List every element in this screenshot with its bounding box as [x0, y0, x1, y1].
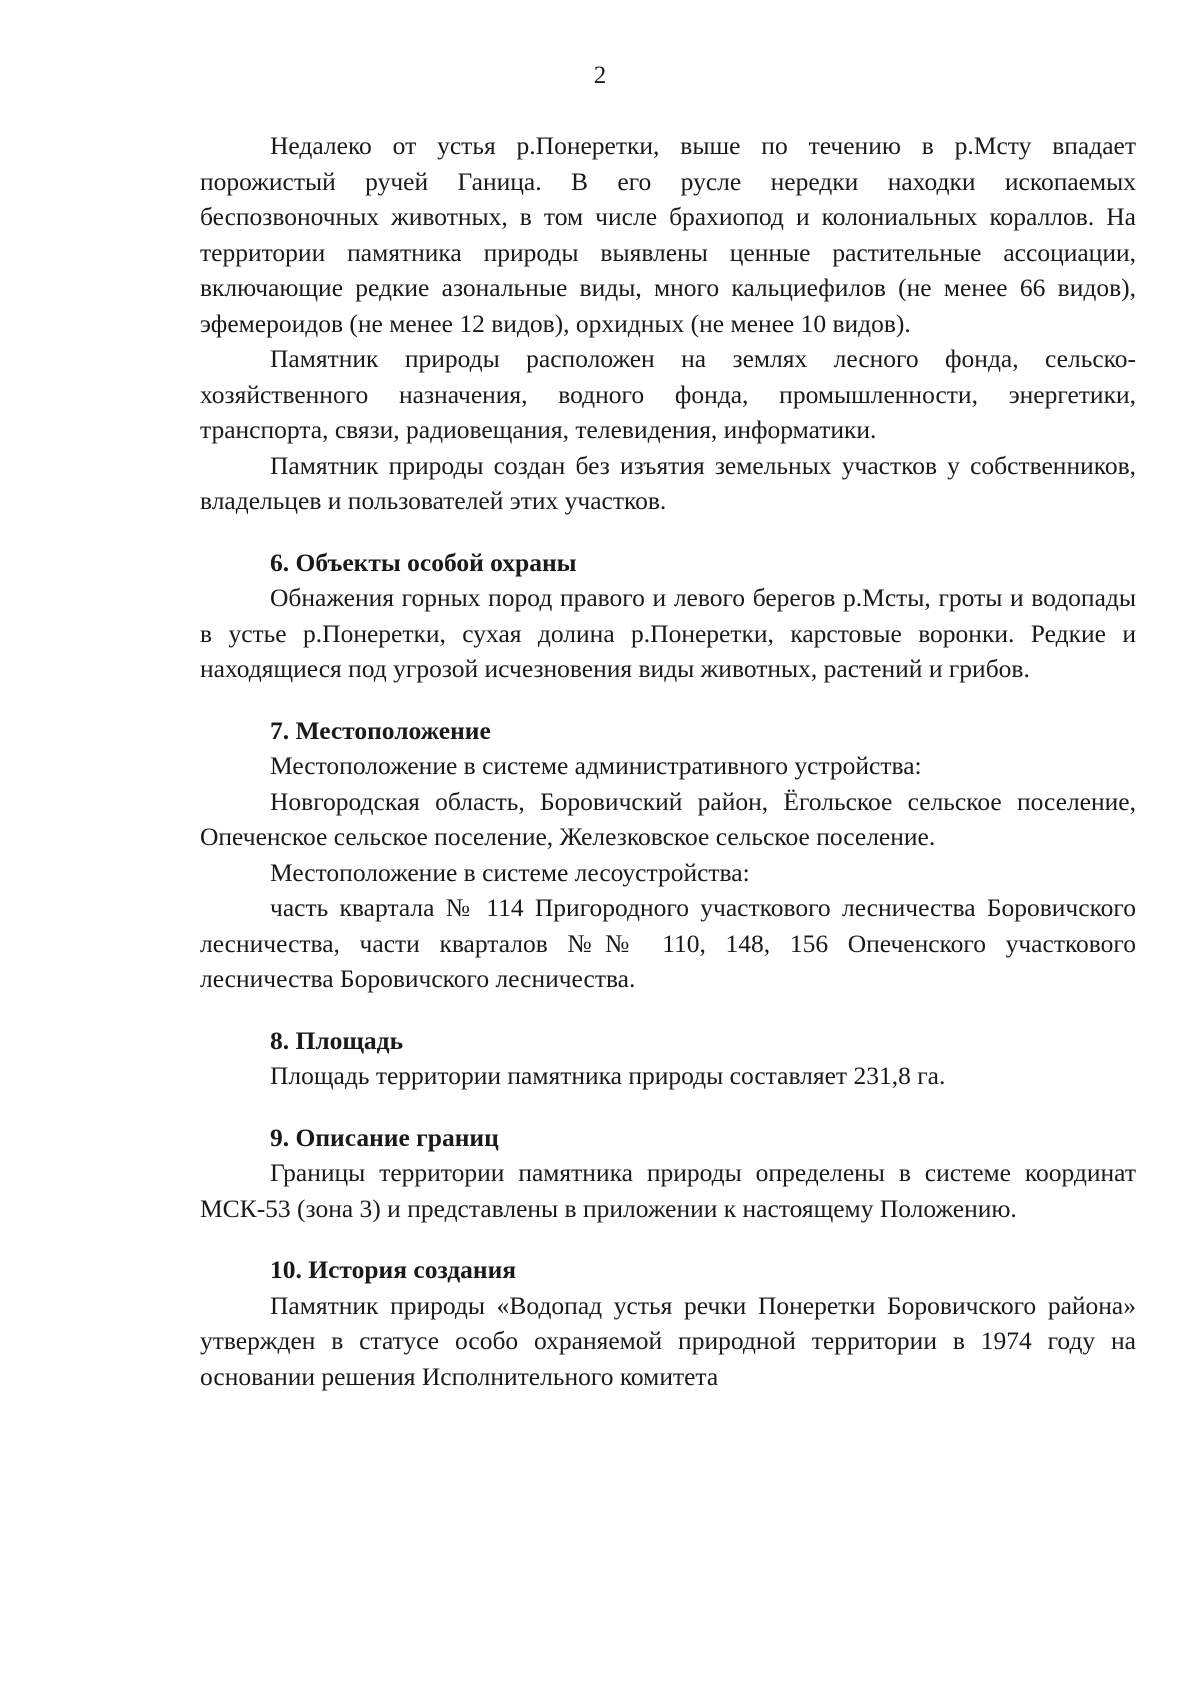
section-spacer: [200, 687, 1136, 713]
section-8-heading: 8. Площадь: [270, 1025, 404, 1055]
page-number: 2: [593, 62, 607, 89]
section-spacer: [200, 997, 1136, 1023]
section-7-paragraph-1: Местоположение в системе административного устройства:: [270, 751, 922, 780]
section-6-heading: 6. Объекты особой охраны: [270, 547, 577, 577]
section-7-heading: 7. Местоположение: [270, 715, 491, 745]
section-8-paragraph: Площадь территории памятника природы составляет 231,8 га.: [270, 1061, 946, 1090]
document-body: [200, 128, 1136, 1394]
section-spacer: [200, 1226, 1136, 1252]
section-spacer: [200, 519, 1136, 545]
section-6-paragraph: Обнажения горных пород правого и левого берегов р.Мсты, гроты и водопады в устье р.Понеретки, сухая долина р.Понеретки, карстовые воронки. Редкие и находящиеся под угрозой исчезновения виды животных, растений и грибов.: [200, 583, 1136, 683]
section-9-paragraph: Границы территории памятника природы определены в системе координат МСК-53 (зона 3) и представлены в приложении к настоящему Положению.: [200, 1158, 1136, 1223]
section-10-heading: 10. История создания: [270, 1255, 517, 1284]
intro-paragraph-1: Недалеко от устья р.Понеретки, выше по течению в р.Мсту впадает порожистый ручей Ганица. В его русле нередки находки ископаемых беспозвоночных животных, в том числе брахиопод и колониальных кораллов. На территории памятника природы выявлены ценные растительные ассоциации, включающие редкие азональные виды, много кальциефилов (не менее 66 видов), эфемероидов (не менее 12 видов), орхидных (не менее 10 видов).: [200, 131, 1136, 338]
intro-paragraph-3: Памятник природы создан без изъятия земельных участков у собственников, владельцев и пользователей этих участков.: [200, 450, 1136, 515]
intro-paragraph-2: Памятник природы расположен на землях лесного фонда, сельско-хозяйственного назначения, водного фонда, промышленности, энергетики, транспорта, связи, радиовещания, телевидения, информатики.: [200, 344, 1136, 444]
section-7-paragraph-3: Местоположение в системе лесоустройства:: [270, 857, 750, 887]
section-10-paragraph: Памятник природы «Водопад устья речки Понеретки Боровичского района» утвержден в статусе особо охраняемой природной территории в 1974 году на основании решения Исполнительного комитета: [200, 1290, 1136, 1391]
section-spacer: [200, 1094, 1136, 1120]
section-7-paragraph-4: часть квартала № 114 Пригородного участкового лесничества Боровичского лесничества, части кварталов №№ 110, 148, 156 Опеченского участкового лесничества Боровичского лесничества.: [200, 893, 1136, 993]
section-9-heading: 9. Описание границ: [270, 1122, 499, 1152]
section-7-paragraph-2: Новгородская область, Боровичский район, Ёгольское сельское поселение, Опеченское сельское поселение, Железковское сельское поселение.: [200, 786, 1136, 851]
